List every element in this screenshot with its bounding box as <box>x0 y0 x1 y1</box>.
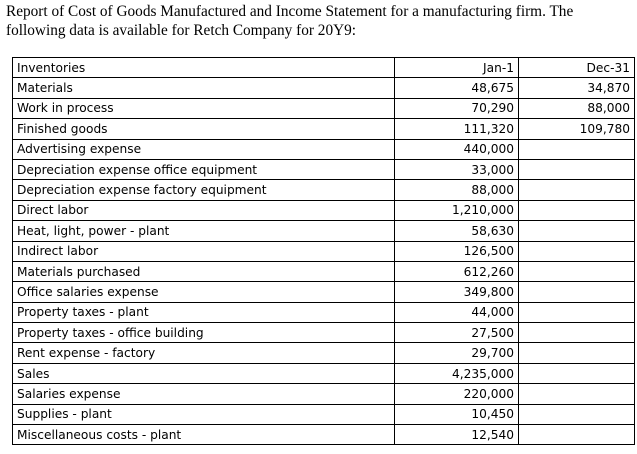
inventory-data-table <box>12 57 635 445</box>
table-row <box>13 343 635 363</box>
row-dec-31-value <box>519 363 635 383</box>
table-row <box>13 119 635 139</box>
row-label: Indirect labor <box>13 241 395 261</box>
row-jan-1-value: 27,500 <box>395 323 519 343</box>
row-label: Work in process <box>13 98 395 118</box>
row-dec-31-value <box>519 404 635 424</box>
table-row <box>13 241 635 261</box>
row-jan-1-value: 70,290 <box>395 98 519 118</box>
table-row <box>13 98 635 118</box>
row-label: Finished goods <box>13 119 395 139</box>
table-row <box>13 425 635 445</box>
table-row <box>13 302 635 322</box>
row-dec-31-value <box>519 343 635 363</box>
problem-statement-line-1: Report of Cost of Goods Manufactured and Income Statement for a manufacturing firm. The <box>6 3 574 20</box>
row-jan-1-value: 111,320 <box>395 119 519 139</box>
table-row <box>13 404 635 424</box>
table-row <box>13 221 635 241</box>
row-jan-1-value: 1,210,000 <box>395 200 519 220</box>
problem-statement-line-2: following data is available for Retch Company for 20Y9: <box>6 22 357 39</box>
row-jan-1-value: 4,235,000 <box>395 363 519 383</box>
row-jan-1-value: 44,000 <box>395 302 519 322</box>
row-jan-1-value: 349,800 <box>395 282 519 302</box>
header-dec-31: Dec-31 <box>519 58 635 78</box>
row-dec-31-value <box>519 384 635 404</box>
row-dec-31-value <box>519 159 635 179</box>
row-jan-1-value: 10,450 <box>395 404 519 424</box>
row-dec-31-value <box>519 425 635 445</box>
row-label: Property taxes - plant <box>13 302 395 322</box>
row-label: Depreciation expense office equipment <box>13 159 395 179</box>
row-jan-1-value: 29,700 <box>395 343 519 363</box>
row-jan-1-value: 88,000 <box>395 180 519 200</box>
row-label: Materials purchased <box>13 261 395 281</box>
row-jan-1-value: 33,000 <box>395 159 519 179</box>
row-dec-31-value <box>519 139 635 159</box>
table-row <box>13 282 635 302</box>
header-jan-1: Jan-1 <box>395 58 519 78</box>
row-jan-1-value: 58,630 <box>395 221 519 241</box>
table-row <box>13 200 635 220</box>
row-jan-1-value: 612,260 <box>395 261 519 281</box>
row-dec-31-value: 88,000 <box>519 98 635 118</box>
row-dec-31-value <box>519 180 635 200</box>
table-row <box>13 261 635 281</box>
table-row <box>13 78 635 98</box>
row-jan-1-value: 440,000 <box>395 139 519 159</box>
table-header-row <box>13 58 635 78</box>
row-dec-31-value <box>519 200 635 220</box>
row-dec-31-value: 34,870 <box>519 78 635 98</box>
header-inventories: Inventories <box>13 58 395 78</box>
row-jan-1-value: 126,500 <box>395 241 519 261</box>
row-jan-1-value: 220,000 <box>395 384 519 404</box>
row-label: Supplies - plant <box>13 404 395 424</box>
row-dec-31-value <box>519 323 635 343</box>
row-label: Property taxes - office building <box>13 323 395 343</box>
row-label: Heat, light, power - plant <box>13 221 395 241</box>
table-row <box>13 323 635 343</box>
row-dec-31-value <box>519 241 635 261</box>
row-dec-31-value <box>519 221 635 241</box>
row-dec-31-value <box>519 302 635 322</box>
problem-statement <box>6 2 626 40</box>
table-row <box>13 139 635 159</box>
table-row <box>13 180 635 200</box>
row-jan-1-value: 48,675 <box>395 78 519 98</box>
row-label: Rent expense - factory <box>13 343 395 363</box>
table-row <box>13 384 635 404</box>
table-row <box>13 363 635 383</box>
row-label: Direct labor <box>13 200 395 220</box>
row-label: Depreciation expense factory equipment <box>13 180 395 200</box>
row-label: Salaries expense <box>13 384 395 404</box>
row-label: Miscellaneous costs - plant <box>13 425 395 445</box>
row-jan-1-value: 12,540 <box>395 425 519 445</box>
table-row <box>13 159 635 179</box>
row-label: Sales <box>13 363 395 383</box>
row-dec-31-value: 109,780 <box>519 119 635 139</box>
row-label: Materials <box>13 78 395 98</box>
row-label: Advertising expense <box>13 139 395 159</box>
row-dec-31-value <box>519 282 635 302</box>
row-dec-31-value <box>519 261 635 281</box>
row-label: Office salaries expense <box>13 282 395 302</box>
